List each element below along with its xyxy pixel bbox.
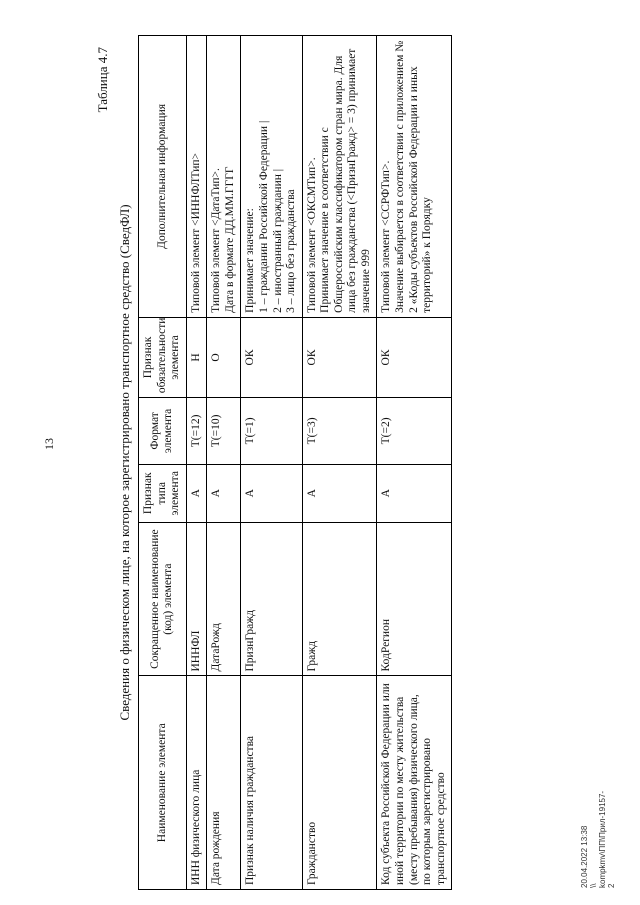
table-row [207, 36, 241, 890]
cell-code: Гражд [302, 522, 377, 676]
cell-name: Гражданство [302, 676, 377, 890]
cell-info: Типовой элемент <ОКСМТип>. Принимает значение в соответствии с Общероссийским классификатором стран мира. Для лица без гражданства (<ПризнГражд> = 3) принимает значение 999 [302, 36, 377, 318]
data-table [138, 35, 452, 890]
cell-code: ПризнГражд [241, 522, 302, 676]
cell-name: Код субъекта Российской Федерации или иной территории по месту жительства (месту пребывания) физического лица, по которым зарегистрировано транспортное средство [377, 676, 452, 890]
footer-file-path: \\ kompkmv\ПП\Прил-19157-2 [589, 790, 616, 888]
cell-type: А [186, 464, 207, 522]
cell-code: ДатаРожд [207, 522, 241, 676]
footer-timestamp: 20.04.2022 13:38 [580, 825, 589, 888]
cell-info: Типовой элемент <ДатаТип>. Дата в формате ДД.ММ.ГГГГ [207, 36, 241, 318]
header-info: Дополнительная информация [139, 36, 187, 318]
table-title: Сведения о физическом лице, на которое зарегистрировано транспортное средство (СведФЛ) [117, 204, 132, 721]
cell-required: О [207, 317, 241, 397]
table-row [302, 36, 377, 890]
header-required: Признак обязательности элемента [139, 317, 187, 397]
header-type: Признак типа элемента [139, 464, 187, 522]
header-format: Формат элемента [139, 398, 187, 465]
cell-format: T(=1) [241, 398, 302, 465]
cell-required: ОК [241, 317, 302, 397]
cell-name: Признак наличия гражданства [241, 676, 302, 890]
cell-type: А [302, 464, 377, 522]
cell-required: Н [186, 317, 207, 397]
cell-required: ОК [302, 317, 377, 397]
page-number: 13 [42, 438, 56, 450]
cell-info: Типовой элемент <ССРФТип>. Значение выбирается в соответствии с приложением № 2 «Коды субъектов Российской Федерации и иных территорий» к Порядку [377, 36, 452, 318]
table-label: Таблица 4.7 [95, 47, 110, 113]
table-row [241, 36, 302, 890]
table-row [186, 36, 207, 890]
cell-type: А [241, 464, 302, 522]
header-code: Сокращенное наименование (код) элемента [139, 522, 187, 676]
header-name: Наименование элемента [139, 676, 187, 890]
table-row [377, 36, 452, 890]
cell-code: КодРегион [377, 522, 452, 676]
cell-format: T(=2) [377, 398, 452, 465]
cell-format: T(=10) [207, 398, 241, 465]
cell-format: T(=12) [186, 398, 207, 465]
rotated-page-content [95, 35, 540, 890]
cell-name: Дата рождения [207, 676, 241, 890]
cell-type: А [377, 464, 452, 522]
footer-stamp [580, 791, 616, 888]
cell-info: Принимает значение: 1 – гражданин Российской Федерации | 2 – иностранный гражданин | 3 – лицо без гражданства [241, 36, 302, 318]
cell-required: ОК [377, 317, 452, 397]
cell-format: T(=3) [302, 398, 377, 465]
cell-name: ИНН физического лица [186, 676, 207, 890]
cell-type: А [207, 464, 241, 522]
cell-code: ИННФЛ [186, 522, 207, 676]
header-row [139, 36, 187, 890]
cell-info: Типовой элемент <ИННФЛТип> [186, 36, 207, 318]
